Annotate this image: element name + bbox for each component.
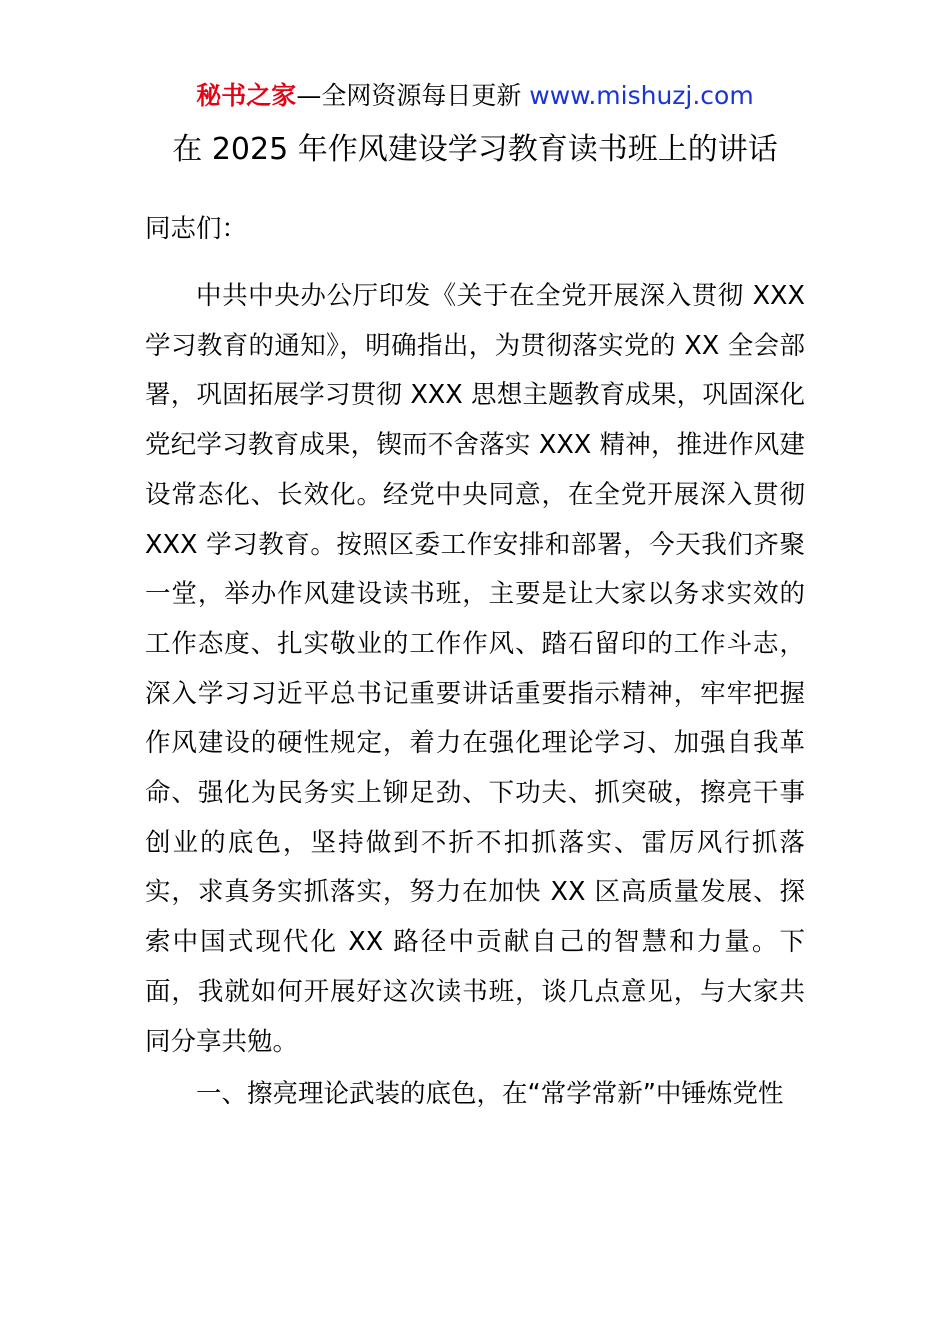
site-link[interactable]: www.mishuzj.com [529,81,754,110]
section-heading: 一、擦亮理论武装的底色，在“常学常新”中锤炼党性 [196,1079,784,1109]
header-tagline: —全网资源每日更新 [296,81,522,110]
brand-name: 秘书之家 [196,81,297,110]
site-header [0,80,950,112]
salutation: 同志们： [145,214,248,244]
body-paragraph: 中共中央办公厅印发《关于在全党开展深入贯彻 XXX 学习教育的通知》，明确指出，为贯彻落实党的 XX 全会部署，巩固拓展学习贯彻 XXX 思想主题教育成果，巩固深化党纪学习教育成果，锲而不舍落实 XXX 精神，推进作风建设常态化、长效化。经党中央同意，在全党开展深入贯彻 XXX 学习教育。按照区委工作安排和部署，今天我们齐聚一堂，举办作风建设读书班，主要是让大家以务求实效的工作态度、扎实敬业的工作作风、踏石留印的工作斗志，深入学习习近平总书记重要讲话重要指示精神，牢牢把握作风建设的硬性规定，着力在强化理论学习、加强自我革命、强化为民务实上铆足劲、下功夫、抓突破，擦亮干事创业的底色，坚持做到不折不扣抓落实、雷厉风行抓落实，求真务实抓落实，努力在加快 XX 区高质量发展、探索中国式现代化 XX 路径中贡献自己的智慧和力量。下面，我就如何开展好这次读书班，谈几点意见，与大家共同分享共勉。 [145,281,805,1057]
document-title: 在 2025 年作风建设学习教育读书班上的讲话 [172,132,778,167]
